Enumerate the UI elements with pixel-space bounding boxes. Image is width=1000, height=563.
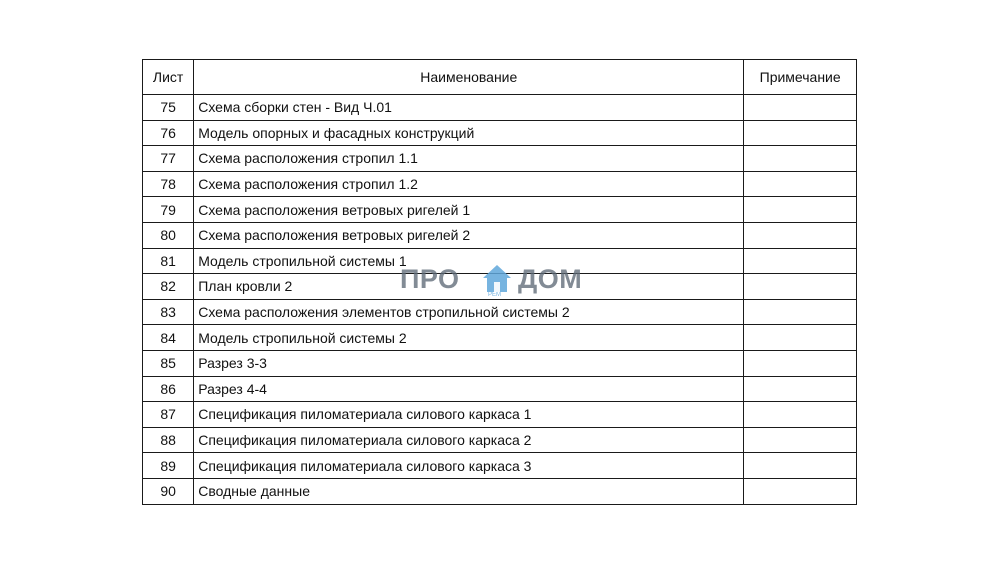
sheet-number-cell: 88 [143, 427, 194, 453]
sheet-note-cell [744, 299, 857, 325]
sheet-number-cell: 86 [143, 376, 194, 402]
sheet-number-cell: 87 [143, 402, 194, 428]
sheet-number-cell: 84 [143, 325, 194, 351]
sheet-number-cell: 78 [143, 171, 194, 197]
table-row [143, 274, 857, 300]
sheet-name-cell: Модель опорных и фасадных конструкций [194, 120, 744, 146]
sheet-note-cell [744, 453, 857, 479]
sheet-number-cell: 79 [143, 197, 194, 223]
sheet-number-cell: 89 [143, 453, 194, 479]
header-row [143, 60, 857, 95]
header-sheet: Лист [143, 60, 194, 95]
sheet-number-cell: 82 [143, 274, 194, 300]
sheet-name-cell: Разрез 4-4 [194, 376, 744, 402]
sheet-number-cell: 80 [143, 222, 194, 248]
sheet-number-cell: 85 [143, 350, 194, 376]
table-row [143, 146, 857, 172]
sheet-note-cell [744, 95, 857, 121]
sheet-number-cell: 75 [143, 95, 194, 121]
table-row [143, 478, 857, 504]
sheet-note-cell [744, 478, 857, 504]
sheet-note-cell [744, 120, 857, 146]
sheet-note-cell [744, 146, 857, 172]
table-row [143, 350, 857, 376]
sheet-note-cell [744, 427, 857, 453]
sheet-note-cell [744, 402, 857, 428]
table-row [143, 402, 857, 428]
sheet-note-cell [744, 274, 857, 300]
sheet-note-cell [744, 325, 857, 351]
table-row [143, 376, 857, 402]
sheet-note-cell [744, 248, 857, 274]
table-row [143, 95, 857, 121]
header-note: Примечание [744, 60, 857, 95]
sheet-note-cell [744, 376, 857, 402]
sheet-number-cell: 76 [143, 120, 194, 146]
watermark-text-left: ПРО [400, 264, 460, 294]
sheet-name-cell: Схема расположения ветровых ригелей 1 [194, 197, 744, 223]
sheet-number-cell: 77 [143, 146, 194, 172]
table-row [143, 171, 857, 197]
table-row [143, 248, 857, 274]
sheet-note-cell [744, 350, 857, 376]
sheet-name-cell: Сводные данные [194, 478, 744, 504]
sheet-list-table [142, 59, 857, 505]
watermark-subtext: РЕМ [488, 292, 502, 298]
table-row [143, 427, 857, 453]
header-name: Наименование [194, 60, 744, 95]
sheet-number-cell: 90 [143, 478, 194, 504]
sheet-note-cell [744, 197, 857, 223]
sheet-name-cell: Схема расположения стропил 1.1 [194, 146, 744, 172]
sheet-note-cell [744, 171, 857, 197]
sheet-name-cell: Спецификация пиломатериала силового каркаса 1 [194, 402, 744, 428]
sheet-number-cell: 81 [143, 248, 194, 274]
sheet-name-cell: Схема расположения ветровых ригелей 2 [194, 222, 744, 248]
table-row [143, 325, 857, 351]
sheet-name-cell: Модель стропильной системы 2 [194, 325, 744, 351]
table-row [143, 299, 857, 325]
sheet-name-cell: Разрез 3-3 [194, 350, 744, 376]
table-row [143, 197, 857, 223]
sheet-name-cell: Спецификация пиломатериала силового каркаса 2 [194, 427, 744, 453]
sheet-name-cell: Схема расположения элементов стропильной системы 2 [194, 299, 744, 325]
sheet-note-cell [744, 222, 857, 248]
sheet-number-cell: 83 [143, 299, 194, 325]
table-row [143, 120, 857, 146]
sheet-name-cell: План кровли 2 [194, 274, 744, 300]
sheet-name-cell: Спецификация пиломатериала силового каркаса 3 [194, 453, 744, 479]
sheet-name-cell: Схема сборки стен - Вид Ч.01 [194, 95, 744, 121]
watermark-text-right: ДОМ [518, 264, 583, 294]
table-header [143, 60, 857, 95]
table-body [143, 95, 857, 505]
sheet-name-cell: Схема расположения стропил 1.2 [194, 171, 744, 197]
sheet-name-cell: Модель стропильной системы 1 [194, 248, 744, 274]
table-row [143, 222, 857, 248]
table-row [143, 453, 857, 479]
